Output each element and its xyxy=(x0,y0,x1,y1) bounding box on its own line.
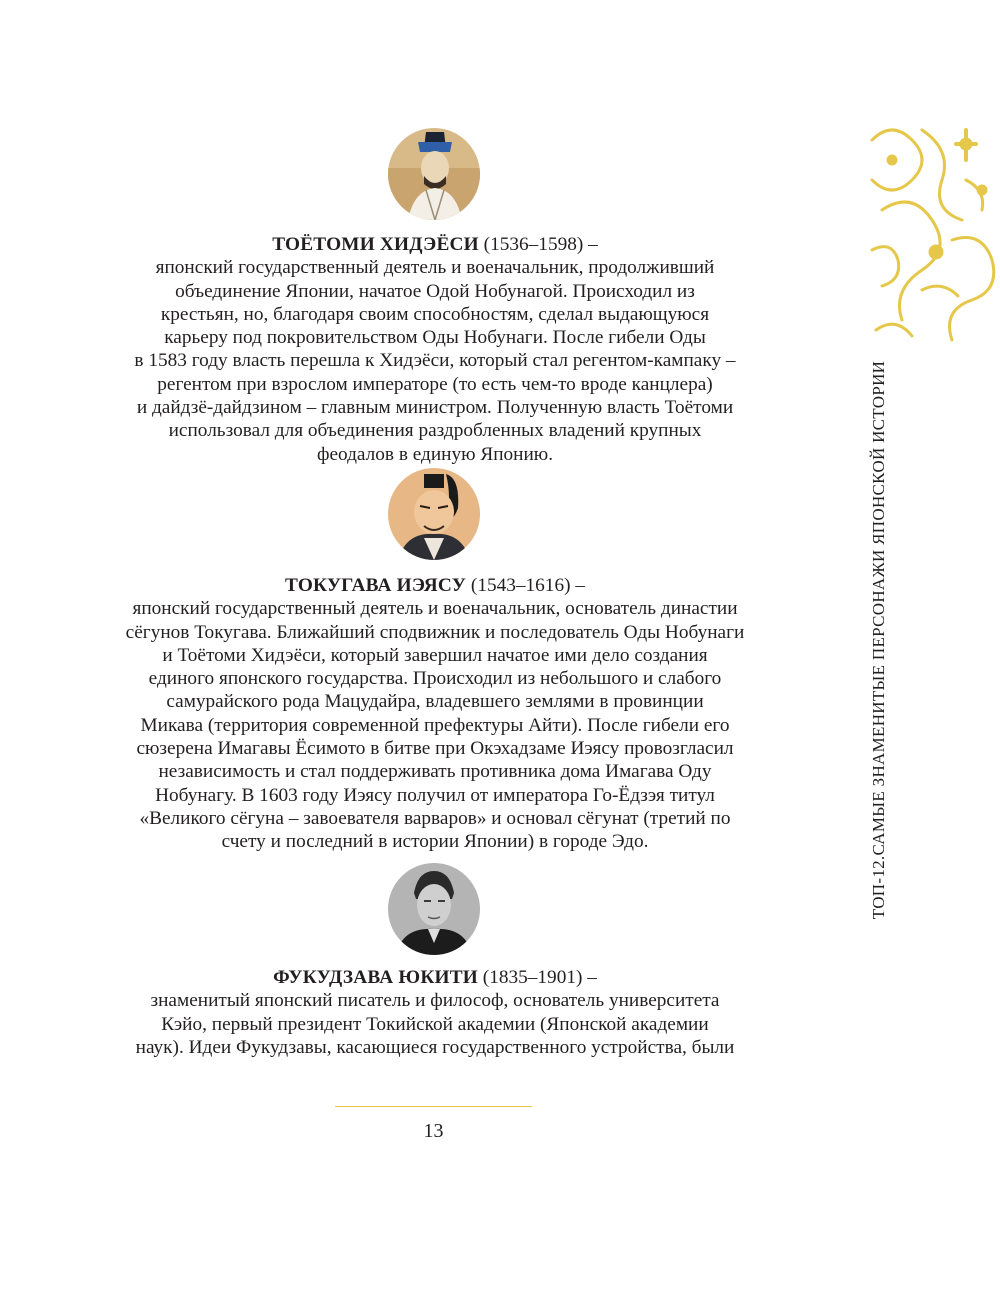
entry-heading xyxy=(90,233,780,256)
portrait-toyotomi-hideyoshi xyxy=(388,128,480,220)
entry-fukuzawa-yukichi xyxy=(90,966,780,1059)
text-line: счету и последний в истории Японии) в городе Эдо. xyxy=(221,831,649,853)
text-line: «Великого сёгуна – завоевателя варваров» и основал сёгунат (третий по xyxy=(139,807,731,829)
portrait-fukuzawa-yukichi xyxy=(388,863,480,955)
text-line: японский государственный деятель и военачальник, продолживший xyxy=(155,257,715,279)
text-line: Кэйо, первый президент Токийской академии (Японской академии xyxy=(161,1013,709,1035)
entry-tokugawa-ieyasu xyxy=(90,574,780,854)
text-line: использовал для объединения раздробленных владений крупных xyxy=(168,420,702,442)
life-dates: (1536–1598) – xyxy=(478,234,598,255)
footer-divider xyxy=(335,1106,532,1107)
text-line: самурайского рода Мацудайра, владевшего землями в провинции xyxy=(166,691,704,713)
text-line: единого японского государства. Происходил из небольшого и слабого xyxy=(148,668,722,690)
portrait-tokugawa-ieyasu xyxy=(388,468,480,560)
text-line: сёгунов Токугава. Ближайший сподвижник и последователь Оды Нобунаги xyxy=(125,621,745,643)
running-head-text: ТОП-12.САМЫЕ ЗНАМЕНИТЫЕ ПЕРСОНАЖИ ЯПОНСКОЙ ИСТОРИИ xyxy=(869,360,888,920)
page-number: 13 xyxy=(423,1120,444,1142)
person-name: ФУКУДЗАВА ЮКИТИ xyxy=(273,967,478,988)
person-name: ТОКУГАВА ИЭЯСУ xyxy=(285,575,467,596)
text-line: независимость и стал поддерживать противника дома Имагава Оду xyxy=(158,761,712,783)
entry-toyotomi-hideyoshi xyxy=(90,233,780,466)
running-head xyxy=(860,362,898,918)
text-line: наук). Идеи Фукудзавы, касающиеся государственного устройства, были xyxy=(135,1036,735,1058)
text-line: Микава (территория современной префектуры Айти). После гибели его xyxy=(140,714,730,736)
text-line: карьеру под покровительством Оды Нобунаги. После гибели Оды xyxy=(164,327,706,349)
life-dates: (1835–1901) – xyxy=(477,967,597,988)
text-line: знаменитый японский писатель и философ, основатель университета xyxy=(150,990,720,1012)
text-line: объединение Японии, начатое Одой Нобунагой. Происходил из xyxy=(175,280,695,302)
text-line: японский государственный деятель и военачальник, основатель династии xyxy=(132,598,738,620)
entry-heading xyxy=(90,966,780,989)
gold-ornament-icon xyxy=(862,120,1000,352)
person-name: ТОЁТОМИ ХИДЭЁСИ xyxy=(272,234,479,255)
entry-heading xyxy=(90,574,780,597)
text-line: феодалов в единую Японию. xyxy=(316,443,554,465)
text-line: в 1583 году власть перешла к Хидэёси, который стал регентом-кампаку – xyxy=(134,350,736,372)
text-line: и Тоётоми Хидэёси, который завершил начатое ими дело создания xyxy=(162,644,708,666)
text-line: регентом при взрослом императоре (то есть чем-то вроде канцлера) xyxy=(157,373,713,395)
text-line: и дайдзё-дайдзином – главным министром. Полученную власть Тоётоми xyxy=(136,397,734,419)
life-dates: (1543–1616) – xyxy=(466,575,585,596)
text-line: сюзерена Имагавы Ёсимото в битве при Окэхадзаме Иэясу провозгласил xyxy=(136,738,734,760)
text-line: Нобунагу. В 1603 году Иэясу получил от императора Го-Ёдзэя титул xyxy=(155,784,715,806)
text-line: крестьян, но, благодаря своим способностям, сделал выдающуюся xyxy=(160,303,710,325)
